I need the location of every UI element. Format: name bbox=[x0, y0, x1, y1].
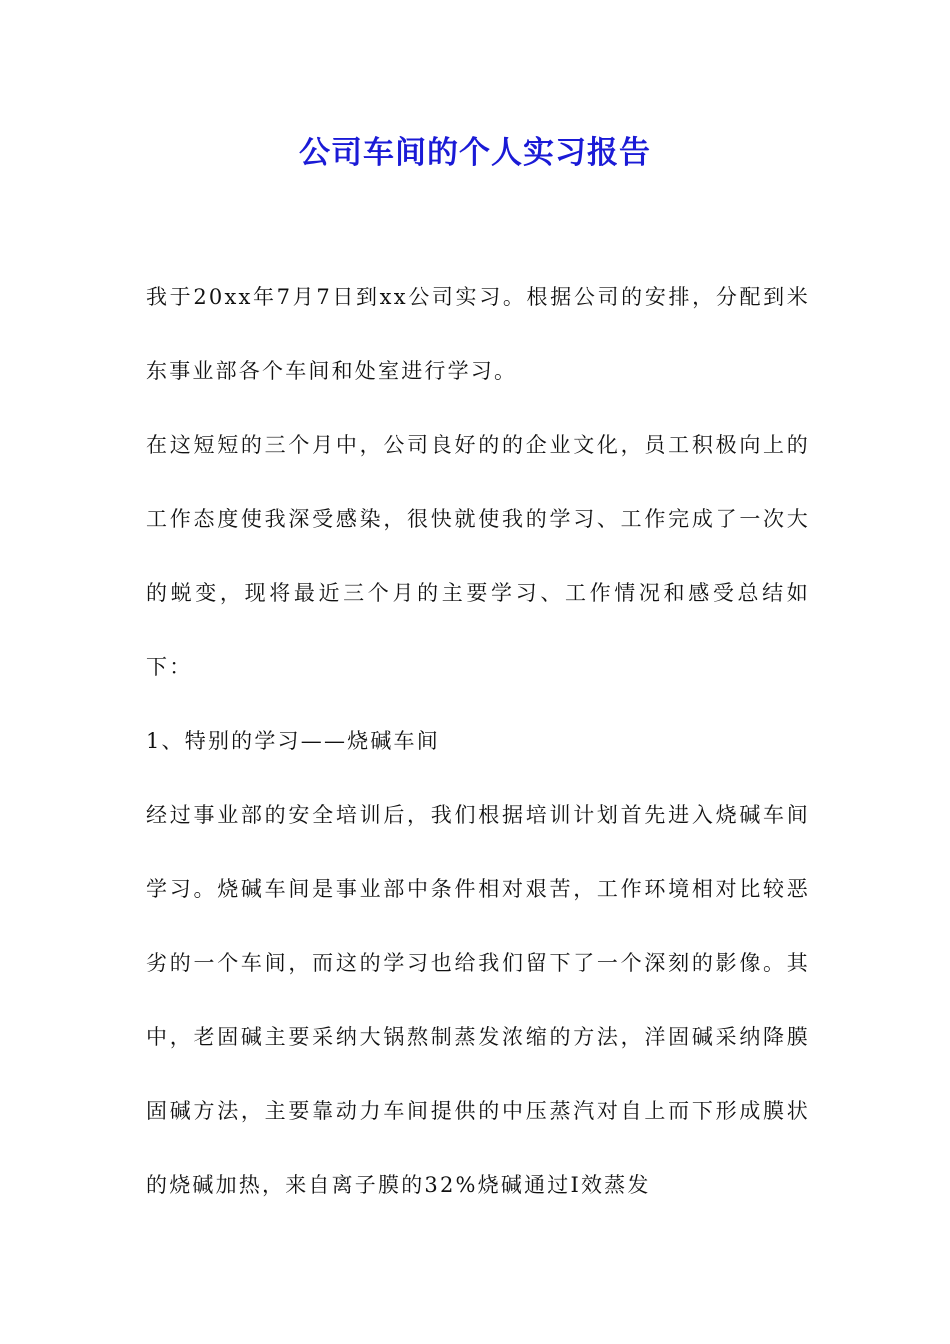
paragraph-intro: 我于20xx年7月7日到xx公司实习。根据公司的安排，分配到米东事业部各个车间和处室进行学习。 bbox=[146, 285, 810, 383]
section-heading: 1、特别的学习——烧碱车间 bbox=[146, 729, 440, 753]
paragraph-summary: 在这短短的三个月中，公司良好的的企业文化，员工积极向上的工作态度使我深受感染，很快就使我的学习、工作完成了一次大的蜕变，现将最近三个月的主要学习、工作情况和感受总结如下： bbox=[146, 433, 810, 679]
document-title: 公司车间的个人实习报告 bbox=[299, 135, 651, 171]
paragraph-caustic-workshop: 经过事业部的安全培训后，我们根据培训计划首先进入烧碱车间学习。烧碱车间是事业部中条件相对艰苦，工作环境相对比较恶劣的一个车间，而这的学习也给我们留下了一个深刻的影像。其中，老固碱主要采纳大锅熬制蒸发浓缩的方法，洋固碱采纳降膜固碱方法，主要靠动力车间提供的中压蒸汽对自上而下形成膜状的烧碱加热，来自离子膜的32%烧碱通过Ⅰ效蒸发 bbox=[146, 803, 810, 1197]
document-body bbox=[146, 260, 810, 1222]
